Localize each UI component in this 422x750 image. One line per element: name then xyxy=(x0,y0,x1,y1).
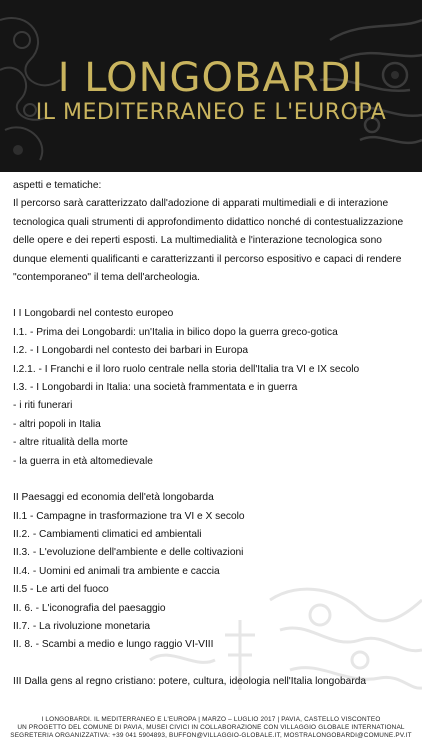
section-heading: III Dalla gens al regno cristiano: potere, cultura, ideologia nell'Italia longobarda xyxy=(13,675,367,687)
intro-label: aspetti e tematiche: xyxy=(13,180,102,191)
list-item: - altre ritualità della morte xyxy=(13,437,128,449)
list-item: - la guerra in età altomedievale xyxy=(13,455,153,467)
list-item: - altri popoli in Italia xyxy=(13,418,101,430)
header-banner xyxy=(0,0,422,172)
footer-line: UN PROGETTO DEL COMUNE DI PAVIA, MUSEI CIVICI IN COLLABORAZIONE CON VILLAGGIO GLOBALE INTERNATIONAL xyxy=(17,724,405,731)
section-heading: II Paesaggi ed economia dell'età longobarda xyxy=(13,492,214,504)
list-item: I.3. - I Longobardi in Italia: una società frammentata e in guerra xyxy=(13,382,298,394)
list-item: II.4. - Uomini ed animali tra ambiente e caccia xyxy=(13,565,220,577)
list-item: II. 8. - Scambi a medio e lungo raggio VI-VIII xyxy=(13,639,214,651)
list-item: II.7. - La rivoluzione monetaria xyxy=(13,620,151,632)
section-list xyxy=(13,508,413,655)
intro-paragraph: Il percorso sarà caratterizzato dall'adozione di apparati multimediali e di interazione tecnologica quali strumenti di approfondimento didattico nonché di contestualizzazione delle opere e dei reperti esposti. La multimedialità e l'interazione tecnologica sono dunque elementi qualificanti e caratterizzanti il percorso espositivo e capaci di rendere "contemporaneo" il tema dell'archeologia. xyxy=(13,198,404,284)
footer-line: SEGRETERIA ORGANIZZATIVA: +39 041 5904893, BUFFON@VILLAGGIO-GLOBALE.IT, MOSTRALONGOBARDI@COMUNE.PV.IT xyxy=(10,732,412,739)
list-item: II. 6. - L'iconografia del paesaggio xyxy=(13,602,166,614)
list-item: - i riti funerari xyxy=(13,400,73,412)
list-item: I.1. - Prima dei Longobardi: un'Italia in bilico dopo la guerra greco-gotica xyxy=(13,326,338,338)
list-item: II.5 - Le arti del fuoco xyxy=(13,584,109,596)
list-item: I.2.1. - I Franchi e il loro ruolo centrale nella storia dell'Italia tra VI e IX secolo xyxy=(13,363,360,375)
footer-line: I LONGOBARDI. IL MEDITERRANEO E L'EUROPA | MARZO – LUGLIO 2017 | PAVIA, CASTELLO VISCONTEO xyxy=(41,716,381,723)
footer-credits xyxy=(0,716,422,750)
list-item: II.2. - Cambiamenti climatici ed ambientali xyxy=(13,528,202,540)
list-item: II.3. - L'evoluzione dell'ambiente e delle coltivazioni xyxy=(13,547,244,559)
section-list xyxy=(13,324,413,471)
document-body xyxy=(13,177,413,691)
list-item: II.1 - Campagne in trasformazione tra VI e X secolo xyxy=(13,510,245,522)
exhibition-title: I LONGOBARDI xyxy=(57,55,365,101)
exhibition-subtitle: IL MEDITERRANEO E L'EUROPA xyxy=(35,100,387,125)
list-item: I.2. - I Longobardi nel contesto dei barbari in Europa xyxy=(13,345,249,357)
section-heading: I I Longobardi nel contesto europeo xyxy=(13,308,174,320)
